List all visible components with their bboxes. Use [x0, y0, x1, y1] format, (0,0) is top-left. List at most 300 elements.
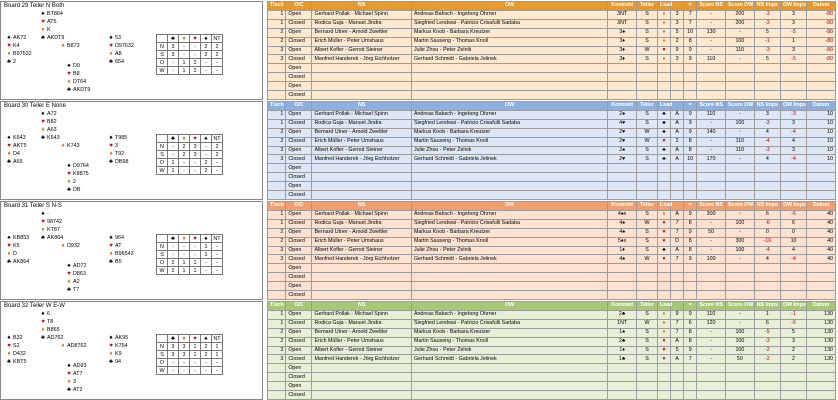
header-teiler: Teiler: [637, 102, 658, 111]
table-row[interactable]: [268, 237, 836, 246]
header-ns-imps: NS Imps: [754, 102, 780, 111]
holding: AD72: [73, 263, 87, 269]
cell-score-ow: [725, 164, 754, 173]
dd-cell: W: [157, 267, 168, 275]
suit-icon: ♥: [109, 343, 113, 349]
table-row[interactable]: [268, 64, 836, 73]
cell-lead-card: [671, 291, 684, 300]
table-row[interactable]: [268, 228, 836, 237]
cell-ns-imps: [754, 82, 780, 91]
board-title: Board 29 Teiler N Both: [4, 3, 65, 9]
cell-ow-imps: [780, 364, 806, 373]
cell-ow: Markus Knob - Barbara Kreutzer: [411, 228, 607, 237]
dd-cell: N: [157, 243, 168, 251]
table-row[interactable]: [268, 355, 836, 364]
header-score-ns: Score NS: [697, 102, 726, 111]
cell-lead-suit: ♦: [657, 210, 670, 219]
cell-teiler: S: [637, 110, 658, 119]
cell-score-ow: 100: [725, 246, 754, 255]
cell-teiler: [637, 264, 658, 273]
suit-icon: ♣: [67, 287, 71, 293]
cell-ow-imps: [780, 182, 806, 191]
cell-kontrakt: 3♦: [608, 55, 637, 64]
cell-ns: [312, 364, 411, 373]
cell-score-ns: 120: [697, 319, 726, 328]
cell-lead-suit: ♥: [657, 46, 670, 55]
holding: A8: [115, 51, 122, 57]
holding: K: [47, 27, 51, 33]
cell-oc: Closed: [286, 155, 312, 164]
cell-ns-imps: 0: [754, 228, 780, 237]
dd-cell: -: [212, 67, 223, 75]
dd-cell: 2: [168, 267, 179, 275]
dd-cell: S: [157, 51, 168, 59]
cell-tricks: 9: [684, 255, 697, 264]
table-row[interactable]: [268, 291, 836, 300]
cell-ns: Manfred Handerek - Jörg Eichholzer: [312, 155, 411, 164]
cell-kontrakt: 2♣: [608, 337, 637, 346]
cell-lead-card: 5: [671, 28, 684, 37]
cell-ns-imps: -3: [754, 10, 780, 19]
hand-south: [65, 362, 115, 394]
cell-ns: Rodica Guja - Manuel Jindra: [312, 319, 411, 328]
dd-cell: -: [212, 259, 223, 267]
suit-icon: ♦: [67, 79, 71, 85]
cell-oc: Open: [286, 146, 312, 155]
cell-teiler: S: [637, 55, 658, 64]
table-row[interactable]: [268, 73, 836, 82]
cell-kontrakt: [608, 382, 637, 391]
table-row[interactable]: [268, 119, 836, 128]
holding: AT7: [73, 371, 83, 377]
cell-ow: Julie Zhou - Peter Zelnik: [411, 46, 607, 55]
suit-icon: ♥: [41, 119, 45, 125]
table-row[interactable]: [268, 55, 836, 64]
cell-tisch: [268, 364, 286, 373]
suit-icon: ♥: [67, 271, 71, 277]
cell-ow-imps: [780, 164, 806, 173]
table-row[interactable]: [268, 28, 836, 37]
double-dummy-table: [156, 234, 223, 275]
cell-teiler: S: [637, 10, 658, 19]
cell-datum: [807, 64, 836, 73]
cell-tisch: 1: [268, 19, 286, 28]
holding: AK864: [47, 235, 64, 241]
cell-tricks: [684, 82, 697, 91]
cell-ow: [411, 91, 607, 100]
cell-teiler: S: [637, 246, 658, 255]
holding: AKT5: [13, 143, 27, 149]
cell-ow: Markus Knob - Barbara Kreutzer: [411, 128, 607, 137]
cell-datum: [807, 173, 836, 182]
cell-datum: 10: [807, 137, 836, 146]
cell-lead-card: A: [671, 155, 684, 164]
holding: A72: [47, 111, 57, 117]
table-row[interactable]: [268, 10, 836, 19]
cell-tisch: 1: [268, 119, 286, 128]
cell-lead-suit: ♦: [657, 55, 670, 64]
cell-score-ns: -: [697, 19, 726, 28]
table-row[interactable]: [268, 255, 836, 264]
cell-kontrakt: [608, 164, 637, 173]
cell-score-ns: 170: [697, 155, 726, 164]
holding: 2: [13, 59, 16, 65]
suit-icon: ♠: [7, 335, 11, 341]
cell-teiler: W: [637, 319, 658, 328]
cell-score-ns: -: [697, 328, 726, 337]
holding: D863: [73, 271, 86, 277]
holding: K764: [115, 343, 128, 349]
table-row[interactable]: [268, 46, 836, 55]
holding: KB853: [13, 235, 30, 241]
table-row[interactable]: [268, 364, 836, 373]
table-row[interactable]: [268, 137, 836, 146]
cell-teiler: S: [637, 155, 658, 164]
cell-lead-suit: ♦: [657, 19, 670, 28]
table-row[interactable]: [268, 246, 836, 255]
cell-tisch: 2: [268, 328, 286, 337]
cell-score-ow: 100: [725, 219, 754, 228]
cell-tricks: [684, 91, 697, 100]
holding: B8: [73, 71, 80, 77]
table-row[interactable]: [268, 91, 836, 100]
cell-ns: [312, 391, 411, 400]
cell-score-ns: 130: [697, 28, 726, 37]
holding: D4: [13, 151, 20, 157]
header-eq: =: [684, 102, 697, 111]
holding: AT: [115, 243, 122, 249]
cell-kontrakt: 3NT: [608, 10, 637, 19]
cell-kontrakt: 1NT: [608, 319, 637, 328]
cell-score-ns: -: [697, 137, 726, 146]
cell-score-ns: [697, 291, 726, 300]
dd-cell: 1: [201, 243, 212, 251]
dd-cell: 2: [201, 43, 212, 51]
dd-cell: 1: [212, 351, 223, 359]
holding: AK864: [13, 259, 30, 265]
suit-icon: ♣: [168, 335, 179, 343]
cell-score-ns: [697, 273, 726, 282]
cell-datum: 130: [807, 337, 836, 346]
table-row[interactable]: [268, 273, 836, 282]
cell-score-ow: [725, 64, 754, 73]
suit-icon: ♥: [109, 143, 113, 149]
header-ow: OW: [411, 102, 607, 111]
dd-cell: N: [157, 43, 168, 51]
cell-ns-imps: [754, 182, 780, 191]
table-header: [268, 202, 836, 211]
cell-oc: Closed: [286, 19, 312, 28]
cell-tisch: [268, 91, 286, 100]
dd-cell: -: [179, 243, 190, 251]
cell-tisch: [268, 64, 286, 73]
cell-lead-suit: [657, 273, 670, 282]
table-row[interactable]: [268, 210, 836, 219]
dd-cell: -: [201, 267, 212, 275]
cell-tricks: 8: [684, 246, 697, 255]
holding: AK95: [115, 335, 129, 341]
cell-teiler: S: [637, 346, 658, 355]
cell-tricks: [684, 373, 697, 382]
cell-ow-imps: 3: [780, 19, 806, 28]
dd-cell: -: [168, 59, 179, 67]
cell-lead-suit: ♥: [657, 255, 670, 264]
holding: D932: [67, 243, 80, 249]
cell-ns: Rodica Guja - Manuel Jindra: [312, 219, 411, 228]
cell-kontrakt: [608, 391, 637, 400]
holding: BT864: [47, 11, 63, 17]
cell-kontrakt: 1♦: [608, 246, 637, 255]
table-row[interactable]: [268, 310, 836, 319]
header-eq: =: [684, 202, 697, 211]
table-row[interactable]: [268, 373, 836, 382]
cell-lead-suit: ♦: [657, 319, 670, 328]
cell-ow-imps: [780, 173, 806, 182]
suit-icon: ♣: [67, 187, 71, 193]
cell-ns: Erich Müller - Peter Umshaus: [312, 337, 411, 346]
table-row[interactable]: [268, 337, 836, 346]
holding: AD8762: [67, 343, 87, 349]
table-row[interactable]: [268, 346, 836, 355]
cell-datum: [807, 91, 836, 100]
cell-score-ow: 200: [725, 10, 754, 19]
dd-cell: 1: [190, 259, 201, 267]
cell-ow: [411, 82, 607, 91]
cell-score-ns: -: [697, 355, 726, 364]
cell-ns: [312, 173, 411, 182]
suit-icon: ♣: [109, 159, 113, 165]
header-teiler: Teiler: [637, 302, 658, 311]
cell-ow: [411, 382, 607, 391]
cell-ns: Albert Kofler - Gernot Steiner: [312, 146, 411, 155]
cell-score-ow: -: [725, 55, 754, 64]
table-row[interactable]: [268, 191, 836, 200]
cell-lead-card: 7: [671, 228, 684, 237]
cell-oc: Open: [286, 246, 312, 255]
dd-cell: S: [157, 251, 168, 259]
table-row[interactable]: [268, 37, 836, 46]
cell-score-ns: [697, 182, 726, 191]
hand-west: [5, 234, 55, 266]
cell-ns-imps: -3: [754, 337, 780, 346]
cell-lead-card: [671, 64, 684, 73]
dd-cell: -: [212, 243, 223, 251]
cell-datum: [807, 282, 836, 291]
cell-teiler: [637, 173, 658, 182]
cell-kontrakt: 1♦: [608, 346, 637, 355]
dd-cell: -: [190, 243, 201, 251]
dd-cell: 1: [201, 251, 212, 259]
cell-ns: [312, 191, 411, 200]
cell-ns-imps: 3: [754, 110, 780, 119]
holding: AD93: [73, 363, 87, 369]
cell-oc: Open: [286, 182, 312, 191]
cell-score-ns: 140: [697, 128, 726, 137]
cell-ns: [312, 91, 411, 100]
cell-tisch: [268, 391, 286, 400]
cell-tisch: 1: [268, 310, 286, 319]
header-oc: O/C: [286, 202, 312, 211]
double-dummy-table: [156, 134, 223, 175]
suit-icon: ♥: [41, 19, 45, 25]
cell-ow-imps: [780, 291, 806, 300]
suit-icon: ♠: [67, 63, 71, 69]
cell-ow-imps: 2: [780, 355, 806, 364]
table-row[interactable]: [268, 164, 836, 173]
header-lead: Lead: [657, 302, 670, 311]
cell-ow: Siegfried Lendwai - Patricio Crisafulli Sadaba: [411, 19, 607, 28]
dd-cell: -: [168, 251, 179, 259]
cell-teiler: W: [637, 46, 658, 55]
suit-icon: ♠: [109, 135, 113, 141]
cell-score-ow: [725, 373, 754, 382]
cell-tisch: [268, 382, 286, 391]
cell-oc: Closed: [286, 91, 312, 100]
dd-cell: 3: [190, 151, 201, 159]
cell-lead-suit: [657, 373, 670, 382]
suit-icon: ♦: [67, 179, 71, 185]
cell-teiler: W: [637, 255, 658, 264]
table-row[interactable]: [268, 328, 836, 337]
header-datum: Datum: [807, 302, 836, 311]
results-table: [267, 301, 836, 400]
cell-lead-suit: [657, 91, 670, 100]
dd-cell: 2: [201, 167, 212, 175]
dd-cell: 1: [179, 267, 190, 275]
cell-ns-imps: 4: [754, 155, 780, 164]
table-row[interactable]: [268, 155, 836, 164]
cell-ns-imps: [754, 191, 780, 200]
cell-oc: Closed: [286, 191, 312, 200]
dd-cell: -: [212, 251, 223, 259]
cell-ow: [411, 264, 607, 273]
cell-tricks: 8: [684, 137, 697, 146]
holding: B873: [67, 43, 80, 49]
dd-cell: 1: [168, 159, 179, 167]
cell-datum: 130: [807, 328, 836, 337]
cell-score-ow: 300: [725, 237, 754, 246]
holding: K643: [47, 135, 60, 141]
cell-oc: Open: [286, 328, 312, 337]
cell-kontrakt: 2♥: [608, 155, 637, 164]
cell-score-ow: 110: [725, 46, 754, 55]
cell-ow-imps: 3: [780, 119, 806, 128]
cell-oc: Closed: [286, 255, 312, 264]
table-row[interactable]: [268, 319, 836, 328]
table-row[interactable]: [268, 282, 836, 291]
cell-teiler: S: [637, 146, 658, 155]
cell-datum: [807, 164, 836, 173]
cell-lead-suit: ♦: [657, 28, 670, 37]
hand-west: [5, 34, 55, 66]
cell-lead-suit: [657, 291, 670, 300]
suit-icon: ♦: [41, 227, 45, 233]
cell-ns: Erich Müller - Peter Umshaus: [312, 37, 411, 46]
table-row[interactable]: [268, 264, 836, 273]
cell-ow: [411, 64, 607, 73]
dd-cell: -: [168, 67, 179, 75]
dd-cell: -: [201, 67, 212, 75]
table-row[interactable]: [268, 382, 836, 391]
table-row[interactable]: [268, 19, 836, 28]
cell-datum: -80: [807, 46, 836, 55]
cell-datum: 10: [807, 119, 836, 128]
cell-kontrakt: 3♠: [608, 28, 637, 37]
cell-ns-imps: [754, 73, 780, 82]
holding: B97532: [13, 51, 32, 57]
dd-cell: 3: [190, 143, 201, 151]
board-section: [0, 201, 838, 300]
hand-west: [5, 334, 55, 366]
cell-tisch: [268, 182, 286, 191]
table-row[interactable]: [268, 128, 836, 137]
dd-cell: O: [157, 59, 168, 67]
table-row[interactable]: [268, 82, 836, 91]
cell-datum: [807, 291, 836, 300]
cell-tisch: 2: [268, 28, 286, 37]
cell-teiler: S: [637, 119, 658, 128]
cell-tricks: [684, 273, 697, 282]
cell-score-ow: -: [725, 155, 754, 164]
dd-cell: 1: [179, 59, 190, 67]
suit-icon: ♠: [41, 11, 45, 17]
suit-icon: ♥: [7, 343, 11, 349]
dd-cell: 1: [190, 351, 201, 359]
cell-kontrakt: 4♥: [608, 119, 637, 128]
cell-teiler: S: [637, 310, 658, 319]
cell-kontrakt: 4♠: [608, 219, 637, 228]
cell-ns-imps: -3: [754, 46, 780, 55]
suit-icon: ♦: [7, 51, 11, 57]
table-row[interactable]: [268, 146, 836, 155]
cell-score-ns: [697, 164, 726, 173]
cell-ns: Bernard Utner - Arnold Zwettler: [312, 28, 411, 37]
cell-score-ns: -: [697, 46, 726, 55]
cell-ow: Andreas Babsch - Ingeborg Ohrner: [411, 10, 607, 19]
header-ow-imps: OW Imps: [780, 202, 806, 211]
cell-ow: Andreas Babsch - Ingeborg Ohrner: [411, 310, 607, 319]
cell-ow: Gerhard Schmidt - Gabriela Jelinek: [411, 155, 607, 164]
dd-cell: -: [201, 359, 212, 367]
header-lead-card: [671, 302, 684, 311]
cell-oc: Closed: [286, 173, 312, 182]
dd-cell: W: [157, 67, 168, 75]
cell-score-ns: -: [697, 37, 726, 46]
table-row[interactable]: [268, 173, 836, 182]
holding: K5: [13, 243, 20, 249]
header-tisch: Tisch: [268, 102, 286, 111]
holding: 654: [115, 59, 124, 65]
cell-ow-imps: -4: [780, 128, 806, 137]
suit-icon: ♦: [179, 35, 190, 43]
cell-score-ow: [725, 382, 754, 391]
cell-tricks: [684, 382, 697, 391]
cell-lead-suit: ♥: [657, 355, 670, 364]
holding: S2: [13, 343, 20, 349]
suit-icon: ♦: [179, 335, 190, 343]
table-row[interactable]: [268, 110, 836, 119]
cell-ns-imps: [754, 173, 780, 182]
cell-ow: [411, 182, 607, 191]
table-row[interactable]: [268, 182, 836, 191]
cell-oc: Closed: [286, 337, 312, 346]
table-row[interactable]: [268, 391, 836, 400]
suit-icon: ♣: [7, 159, 11, 165]
cell-oc: Closed: [286, 73, 312, 82]
cell-datum: 130: [807, 355, 836, 364]
cell-score-ow: 50: [725, 355, 754, 364]
table-row[interactable]: [268, 219, 836, 228]
